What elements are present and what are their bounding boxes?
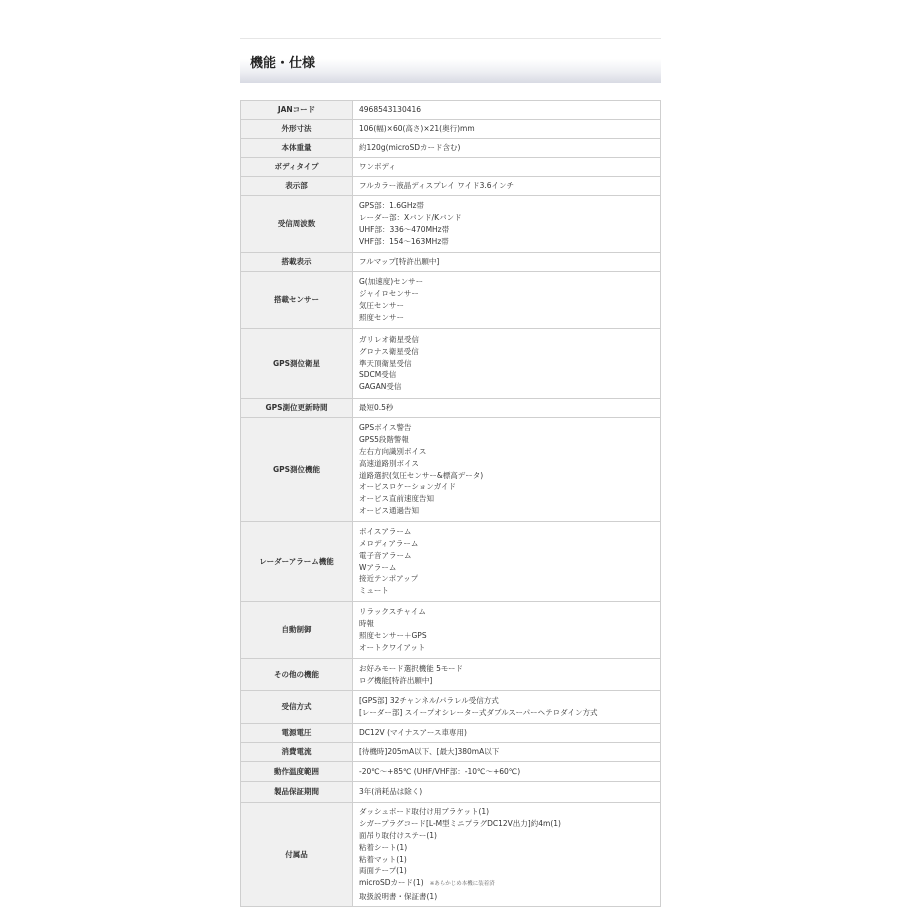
- spec-value-text: お好みモード選択機能 5モード: [359, 663, 464, 673]
- spec-value-text: microSDカード(1): [359, 878, 424, 888]
- spec-value-text: 準天頂衛星受信: [359, 358, 412, 368]
- spec-label: レーダーアラーム機能: [241, 522, 353, 602]
- spec-value-line: [359, 276, 660, 288]
- spec-label: ボディタイプ: [241, 158, 353, 177]
- spec-value: [353, 158, 661, 177]
- spec-value-line: [359, 526, 660, 538]
- spec-value-line: [359, 256, 660, 268]
- spec-value: [353, 418, 661, 522]
- spec-value-line: [359, 123, 660, 135]
- spec-value-line: [359, 224, 660, 236]
- spec-value-line: [359, 402, 660, 414]
- spec-value-text: Wアラーム: [359, 562, 397, 572]
- spec-value-text: GAGAN受信: [359, 382, 402, 392]
- spec-row: [241, 329, 661, 399]
- spec-row: [241, 101, 661, 120]
- spec-row: [241, 196, 661, 253]
- spec-value-line: [359, 369, 660, 381]
- section-header: [240, 38, 661, 83]
- spec-label: 外形寸法: [241, 120, 353, 139]
- spec-row: [241, 522, 661, 602]
- spec-row: [241, 418, 661, 522]
- spec-value-text: G(加速度)センサー: [359, 277, 424, 287]
- spec-value-text: ボイスアラーム: [359, 527, 412, 537]
- spec-value-text: シガープラグコード[L-M型ミニプラグDC12V出力]約4m(1): [359, 819, 561, 829]
- spec-label: 付属品: [241, 803, 353, 907]
- spec-label: GPS測位機能: [241, 418, 353, 522]
- spec-value-line: [359, 766, 660, 778]
- spec-label: 搭載センサー: [241, 272, 353, 329]
- spec-value-text: 粘着マット(1): [359, 854, 407, 864]
- spec-value-line: [359, 877, 660, 891]
- spec-value-text: 面吊り取付けステー(1): [359, 830, 437, 840]
- spec-value: [353, 253, 661, 272]
- spec-value-line: [359, 842, 660, 854]
- spec-value: [353, 659, 661, 691]
- spec-value-line: [359, 236, 660, 248]
- spec-value-line: [359, 422, 660, 434]
- spec-row: [241, 602, 661, 659]
- spec-value-text: 両面テープ(1): [359, 866, 407, 876]
- spec-value-text: 接近テンポアップ: [359, 574, 419, 584]
- spec-value-text: ガリレオ衛星受信: [359, 335, 419, 344]
- spec-value-line: [359, 300, 660, 312]
- spec-label: GPS測位衛星: [241, 329, 353, 399]
- spec-value-line: [359, 470, 660, 482]
- spec-section: [240, 38, 661, 901]
- spec-value-text: [レーダー部] スイープオシレーター式ダブルスーパーヘテロダイン方式: [359, 708, 598, 717]
- spec-table: [240, 100, 661, 907]
- spec-value: [353, 196, 661, 253]
- spec-label: 搭載表示: [241, 253, 353, 272]
- spec-value-line: [359, 358, 660, 370]
- spec-value-line: [359, 865, 660, 877]
- spec-row: [241, 782, 661, 803]
- spec-value-text: 取扱説明書・保証書(1): [359, 891, 438, 901]
- spec-label: 表示部: [241, 177, 353, 196]
- spec-value-text: 気圧センサー: [359, 301, 404, 310]
- spec-value-line: [359, 642, 660, 654]
- spec-value-line: [359, 675, 660, 687]
- spec-value-text: リラックスチャイム: [359, 607, 426, 617]
- spec-value-text: レーダー部：Xバンド/Kバンド: [359, 213, 462, 223]
- spec-value-line: [359, 104, 660, 116]
- spec-value: [353, 724, 661, 743]
- spec-value-text: オービスロケーションガイド: [359, 482, 456, 492]
- spec-value-line: [359, 585, 660, 597]
- spec-value-line: [359, 606, 660, 618]
- spec-row: [241, 724, 661, 743]
- spec-value-text: 照度センサー＋GPS: [359, 631, 427, 640]
- spec-row: [241, 272, 661, 329]
- spec-value-text: フルマップ[特許出願中]: [359, 257, 440, 267]
- spec-value-line: [359, 505, 660, 517]
- spec-value-line: [359, 538, 660, 550]
- spec-value: [353, 272, 661, 329]
- spec-value-text: ログ機能[特許出願中]: [359, 675, 433, 685]
- spec-row: [241, 158, 661, 177]
- spec-value-text: グロナス衛星受信: [359, 346, 419, 356]
- spec-value-text: フルカラー液晶ディスプレイ ワイド3.6インチ: [359, 181, 515, 191]
- spec-row: [241, 762, 661, 782]
- spec-value-line: [359, 550, 660, 562]
- spec-row: [241, 691, 661, 724]
- spec-value-line: [359, 830, 660, 842]
- spec-value-text: GPS5段階警報: [359, 435, 409, 445]
- spec-value-text: 3年(消耗品は除く): [359, 787, 423, 797]
- spec-value-text: 照度センサー: [359, 312, 404, 322]
- spec-value-text: 4968543130416: [359, 105, 422, 115]
- spec-value-text: [待機時]205mA以下、[最大]380mA以下: [359, 747, 500, 757]
- spec-label: 製品保証期間: [241, 782, 353, 803]
- spec-value-line: [359, 381, 660, 393]
- spec-value: [353, 522, 661, 602]
- spec-value-text: ワンボディ: [359, 162, 396, 172]
- spec-value: [353, 101, 661, 120]
- spec-value-text: ジャイロセンサー: [359, 289, 419, 299]
- spec-value-text: ミュート: [359, 586, 389, 596]
- spec-value-text: 道路選択(気圧センサー&標高データ): [359, 470, 484, 480]
- spec-value-text: 電子音アラーム: [359, 550, 412, 560]
- spec-label: JANコード: [241, 101, 353, 120]
- spec-value-line: [359, 630, 660, 642]
- spec-value-text: 高速道路別ボイス: [359, 458, 419, 468]
- spec-value-text: GPS部：1.6GHz帯: [359, 201, 424, 211]
- spec-label: GPS測位更新時間: [241, 399, 353, 418]
- spec-row: [241, 399, 661, 418]
- spec-value: [353, 139, 661, 158]
- spec-value: [353, 743, 661, 762]
- spec-value-line: [359, 180, 660, 192]
- spec-value-text: GPSボイス警告: [359, 423, 412, 433]
- spec-value-text: 約120g(microSDカード含む): [359, 143, 461, 153]
- spec-value-line: [359, 481, 660, 493]
- spec-value-text: オートクワイアット: [359, 642, 426, 652]
- spec-value-line: [359, 891, 660, 903]
- spec-value-line: [359, 142, 660, 154]
- spec-value-text: 時報: [359, 619, 374, 629]
- spec-value-line: [359, 746, 660, 758]
- spec-label: 消費電流: [241, 743, 353, 762]
- spec-row: [241, 177, 661, 196]
- spec-label: 本体重量: [241, 139, 353, 158]
- spec-value-line: [359, 695, 660, 707]
- spec-value: [353, 602, 661, 659]
- spec-value-line: [359, 786, 660, 798]
- spec-value-line: [359, 818, 660, 830]
- spec-row: [241, 120, 661, 139]
- spec-value: [353, 782, 661, 803]
- spec-value-line: [359, 806, 660, 818]
- spec-value-line: [359, 663, 660, 675]
- spec-value-line: [359, 727, 660, 739]
- spec-value-line: [359, 288, 660, 300]
- spec-value-text: 106(幅)×60(高さ)×21(奥行)mm: [359, 124, 475, 134]
- spec-value-text: [GPS部] 32チャンネル/パラレル受信方式: [359, 696, 499, 706]
- spec-row: [241, 139, 661, 158]
- section-title: 機能・仕様: [250, 56, 316, 71]
- spec-label: その他の機能: [241, 659, 353, 691]
- spec-value-text: -20℃～+85℃ (UHF/VHF部：-10℃～+60℃): [359, 766, 521, 776]
- spec-value-line: [359, 562, 660, 574]
- spec-value: [353, 120, 661, 139]
- spec-label: 自動制御: [241, 602, 353, 659]
- spec-value-line: [359, 346, 660, 358]
- spec-value-line: [359, 458, 660, 470]
- spec-value-line: [359, 200, 660, 212]
- spec-value-line: [359, 493, 660, 505]
- spec-value-line: [359, 618, 660, 630]
- spec-value-line: [359, 161, 660, 173]
- spec-row: [241, 743, 661, 762]
- spec-value-line: [359, 312, 660, 324]
- spec-value-text: 粘着シート(1): [359, 842, 408, 852]
- spec-value-text: 左右方向識別ボイス: [359, 446, 427, 456]
- spec-value-line: [359, 854, 660, 866]
- spec-value: [353, 762, 661, 782]
- spec-value-text: オービス直前速度告知: [359, 494, 434, 504]
- spec-value-line: [359, 434, 660, 446]
- spec-value-text: ダッシュボード取付け用ブラケット(1): [359, 807, 490, 817]
- spec-label: 動作温度範囲: [241, 762, 353, 782]
- spec-label: 受信周波数: [241, 196, 353, 253]
- spec-value-text: DC12V (マイナスアース車専用): [359, 728, 467, 738]
- spec-value-text: メロディアラーム: [359, 538, 419, 548]
- spec-value: [353, 803, 661, 907]
- spec-value-text: VHF部：154～163MHz帯: [359, 236, 449, 246]
- spec-value-line: [359, 573, 660, 585]
- spec-row: [241, 253, 661, 272]
- spec-row: [241, 659, 661, 691]
- spec-value-line: [359, 707, 660, 719]
- spec-value: [353, 177, 661, 196]
- spec-value: [353, 329, 661, 399]
- spec-value-text: SDCM受信: [359, 370, 397, 380]
- spec-value: [353, 399, 661, 418]
- spec-value-text: 最短0.5秒: [359, 403, 394, 413]
- spec-value: [353, 691, 661, 724]
- spec-value-text: UHF部：336～470MHz帯: [359, 225, 450, 234]
- spec-value-line: [359, 212, 660, 224]
- spec-label: 受信方式: [241, 691, 353, 724]
- spec-value-text: オービス通過告知: [359, 505, 419, 515]
- spec-row: [241, 803, 661, 907]
- spec-note: ※あらかじめ本機に装着済: [429, 881, 495, 888]
- spec-value-line: [359, 334, 660, 346]
- spec-label: 電源電圧: [241, 724, 353, 743]
- spec-value-line: [359, 446, 660, 458]
